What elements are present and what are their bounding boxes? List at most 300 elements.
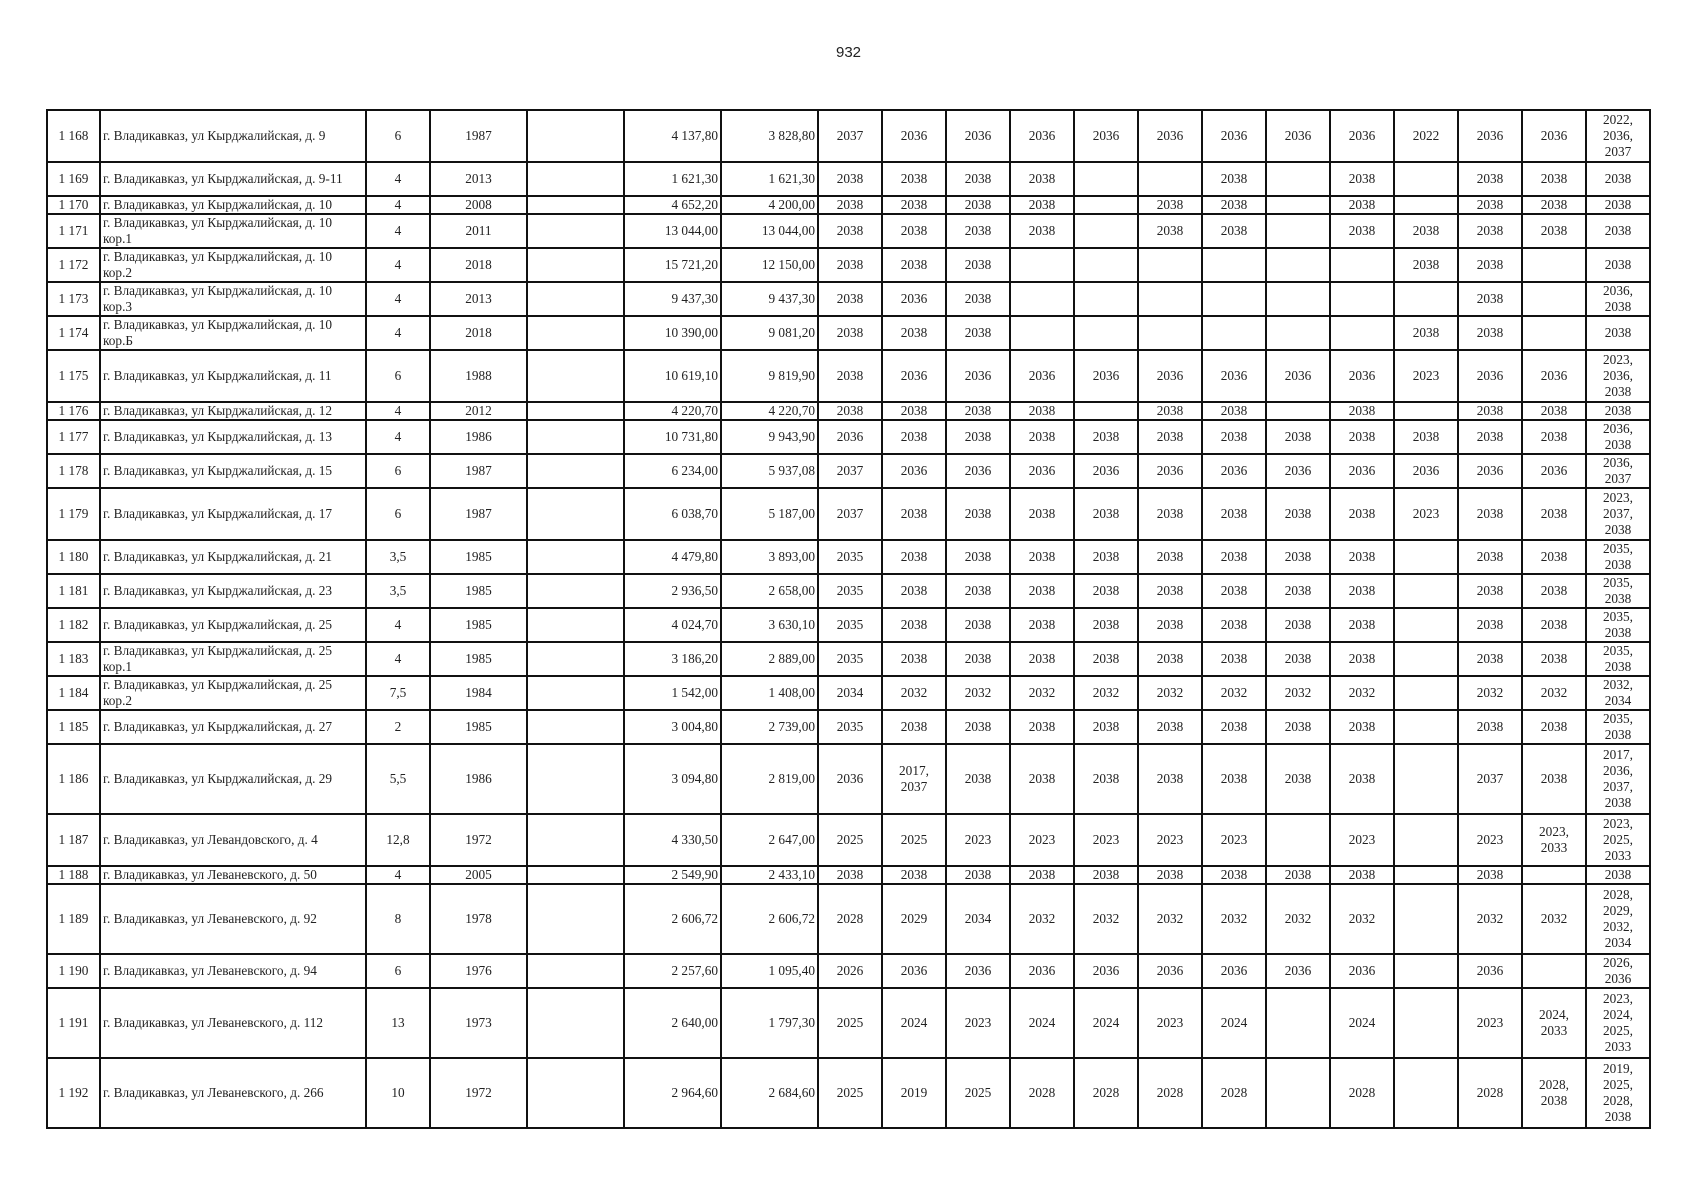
- repair-year-cell: 2025: [818, 988, 882, 1058]
- total-area-cell: 4 024,70: [624, 608, 721, 642]
- repair-year-cell: [1394, 282, 1458, 316]
- repair-year-cell: 2038: [1010, 420, 1074, 454]
- repair-year-cell: 2036: [1266, 954, 1330, 988]
- repair-year-cell: 2038: [1458, 162, 1522, 196]
- row-number-cell: 1 171: [47, 214, 100, 248]
- repair-year-cell: 2038: [1330, 196, 1394, 214]
- address-cell: г. Владикавказ, ул Леваневского, д. 112: [100, 988, 366, 1058]
- year-built-cell: 1986: [430, 744, 527, 814]
- floors-cell: 4: [366, 608, 430, 642]
- total-area-cell: 4 137,80: [624, 110, 721, 162]
- repair-year-cell: 2038: [946, 214, 1010, 248]
- row-number-cell: 1 187: [47, 814, 100, 866]
- address-cell: г. Владикавказ, ул Кырджалийская, д. 23: [100, 574, 366, 608]
- repair-year-cell: 2036, 2037: [1586, 454, 1650, 488]
- repair-year-cell: 2032: [1202, 676, 1266, 710]
- repair-year-cell: [1266, 162, 1330, 196]
- repair-year-cell: 2026: [818, 954, 882, 988]
- repair-year-cell: 2038: [1458, 642, 1522, 676]
- floors-cell: 4: [366, 214, 430, 248]
- repair-year-cell: 2038: [1138, 608, 1202, 642]
- floors-cell: 4: [366, 316, 430, 350]
- living-area-cell: 2 433,10: [721, 866, 818, 884]
- repair-year-cell: 2038: [1138, 214, 1202, 248]
- table-row: [47, 454, 1650, 488]
- empty-cell: [527, 214, 624, 248]
- address-cell: г. Владикавказ, ул Кырджалийская, д. 27: [100, 710, 366, 744]
- repair-year-cell: 2038: [1202, 196, 1266, 214]
- repair-year-cell: 2036: [1330, 110, 1394, 162]
- row-number-cell: 1 181: [47, 574, 100, 608]
- table-row: [47, 488, 1650, 540]
- empty-cell: [527, 402, 624, 420]
- living-area-cell: 9 081,20: [721, 316, 818, 350]
- repair-year-cell: 2038: [882, 488, 946, 540]
- row-number-cell: 1 191: [47, 988, 100, 1058]
- repair-year-cell: 2038: [1458, 866, 1522, 884]
- repair-year-cell: 2036: [1074, 350, 1138, 402]
- repair-year-cell: 2038: [1074, 866, 1138, 884]
- repair-year-cell: [1394, 954, 1458, 988]
- repair-year-cell: 2038: [1138, 488, 1202, 540]
- year-built-cell: 2013: [430, 282, 527, 316]
- row-number-cell: 1 182: [47, 608, 100, 642]
- repair-year-cell: 2036: [1522, 350, 1586, 402]
- empty-cell: [527, 884, 624, 954]
- repair-year-cell: 2038: [1458, 196, 1522, 214]
- year-built-cell: 1986: [430, 420, 527, 454]
- repair-year-cell: 2038: [1266, 866, 1330, 884]
- repair-year-cell: 2038: [1330, 420, 1394, 454]
- repair-year-cell: 2038: [1202, 214, 1266, 248]
- table-row: [47, 744, 1650, 814]
- repair-year-cell: 2036: [1202, 110, 1266, 162]
- repair-year-cell: 2023: [1330, 814, 1394, 866]
- address-cell: г. Владикавказ, ул Кырджалийская, д. 17: [100, 488, 366, 540]
- year-built-cell: 1985: [430, 710, 527, 744]
- repair-year-cell: 2038: [1138, 744, 1202, 814]
- repair-year-cell: 2036: [1010, 110, 1074, 162]
- repair-year-cell: [1266, 214, 1330, 248]
- repair-year-cell: 2028, 2029, 2032, 2034: [1586, 884, 1650, 954]
- repair-year-cell: 2019: [882, 1058, 946, 1128]
- total-area-cell: 4 479,80: [624, 540, 721, 574]
- repair-year-cell: 2038: [1330, 540, 1394, 574]
- repair-year-cell: 2038: [882, 540, 946, 574]
- year-built-cell: 1988: [430, 350, 527, 402]
- repair-year-cell: 2038: [946, 540, 1010, 574]
- repair-year-cell: 2038: [1074, 642, 1138, 676]
- empty-cell: [527, 420, 624, 454]
- repair-year-cell: 2038: [1458, 420, 1522, 454]
- total-area-cell: 1 542,00: [624, 676, 721, 710]
- address-cell: г. Владикавказ, ул Леваневского, д. 266: [100, 1058, 366, 1128]
- table-row: [47, 676, 1650, 710]
- repair-year-cell: 2038: [1330, 162, 1394, 196]
- repair-year-cell: 2036: [882, 954, 946, 988]
- repair-year-cell: 2028: [1202, 1058, 1266, 1128]
- repair-year-cell: 2038: [818, 248, 882, 282]
- repair-year-cell: 2022, 2036, 2037: [1586, 110, 1650, 162]
- year-built-cell: 1987: [430, 110, 527, 162]
- table-row: [47, 420, 1650, 454]
- repair-year-cell: 2038: [1586, 214, 1650, 248]
- total-area-cell: 2 606,72: [624, 884, 721, 954]
- repair-year-cell: [1074, 402, 1138, 420]
- repair-year-cell: 2038: [1010, 866, 1074, 884]
- repair-year-cell: 2036: [1266, 110, 1330, 162]
- repair-year-cell: 2034: [946, 884, 1010, 954]
- year-built-cell: 2011: [430, 214, 527, 248]
- repair-year-cell: 2038: [1330, 866, 1394, 884]
- address-cell: г. Владикавказ, ул Леваневского, д. 92: [100, 884, 366, 954]
- repair-year-cell: 2038: [1522, 196, 1586, 214]
- repair-year-cell: 2024, 2033: [1522, 988, 1586, 1058]
- repair-year-cell: 2037: [818, 488, 882, 540]
- repair-year-cell: [1394, 884, 1458, 954]
- repair-year-cell: 2036: [1138, 454, 1202, 488]
- repair-year-cell: 2038: [1202, 744, 1266, 814]
- living-area-cell: 1 797,30: [721, 988, 818, 1058]
- repair-year-cell: 2038: [946, 196, 1010, 214]
- total-area-cell: 15 721,20: [624, 248, 721, 282]
- repair-year-cell: 2038: [1010, 488, 1074, 540]
- repair-year-cell: 2038: [1010, 710, 1074, 744]
- repair-year-cell: 2036: [818, 420, 882, 454]
- repair-year-cell: 2036: [1522, 110, 1586, 162]
- empty-cell: [527, 814, 624, 866]
- empty-cell: [527, 954, 624, 988]
- repair-year-cell: 2038: [1266, 488, 1330, 540]
- repair-year-cell: 2038: [1010, 642, 1074, 676]
- living-area-cell: 2 889,00: [721, 642, 818, 676]
- repair-year-cell: 2038: [1010, 402, 1074, 420]
- row-number-cell: 1 174: [47, 316, 100, 350]
- repair-year-cell: 2037: [1458, 744, 1522, 814]
- empty-cell: [527, 642, 624, 676]
- repair-year-cell: 2036: [1074, 454, 1138, 488]
- repair-year-cell: 2038: [882, 420, 946, 454]
- repair-year-cell: 2038: [1202, 162, 1266, 196]
- repair-year-cell: 2023, 2036, 2038: [1586, 350, 1650, 402]
- table-row: [47, 110, 1650, 162]
- repair-year-cell: 2038: [1330, 488, 1394, 540]
- floors-cell: 12,8: [366, 814, 430, 866]
- repair-year-cell: 2038: [1586, 162, 1650, 196]
- empty-cell: [527, 574, 624, 608]
- repair-year-cell: 2024: [882, 988, 946, 1058]
- repair-year-cell: 2038: [946, 162, 1010, 196]
- living-area-cell: 5 937,08: [721, 454, 818, 488]
- repair-year-cell: 2038: [1202, 488, 1266, 540]
- repair-year-cell: [1074, 196, 1138, 214]
- table-row: [47, 316, 1650, 350]
- year-built-cell: 1972: [430, 814, 527, 866]
- repair-year-cell: [1074, 214, 1138, 248]
- living-area-cell: 1 621,30: [721, 162, 818, 196]
- repair-year-cell: 2038: [882, 214, 946, 248]
- repair-year-cell: 2038: [1266, 744, 1330, 814]
- table-row: [47, 196, 1650, 214]
- row-number-cell: 1 183: [47, 642, 100, 676]
- repair-year-cell: 2024: [1074, 988, 1138, 1058]
- repair-year-cell: 2023, 2037, 2038: [1586, 488, 1650, 540]
- repair-year-cell: 2036: [946, 454, 1010, 488]
- repair-year-cell: 2038: [1522, 488, 1586, 540]
- repair-year-cell: 2038: [1586, 196, 1650, 214]
- repair-year-cell: 2038: [1138, 574, 1202, 608]
- repair-year-cell: 2036: [1074, 110, 1138, 162]
- repair-year-cell: 2036: [1458, 454, 1522, 488]
- repair-year-cell: 2038: [882, 316, 946, 350]
- repair-year-cell: [1266, 402, 1330, 420]
- repair-year-cell: 2038: [1074, 744, 1138, 814]
- year-built-cell: 2008: [430, 196, 527, 214]
- repair-year-cell: 2038: [818, 282, 882, 316]
- year-built-cell: 2018: [430, 316, 527, 350]
- repair-year-cell: 2038: [1586, 248, 1650, 282]
- address-cell: г. Владикавказ, ул Кырджалийская, д. 25: [100, 608, 366, 642]
- repair-year-cell: 2038: [946, 608, 1010, 642]
- repair-year-cell: 2023: [1458, 814, 1522, 866]
- repair-year-cell: 2036: [1138, 954, 1202, 988]
- repair-year-cell: 2032: [1138, 676, 1202, 710]
- repair-year-cell: 2038: [946, 282, 1010, 316]
- repair-year-cell: 2038: [882, 574, 946, 608]
- repair-year-cell: 2038: [1202, 608, 1266, 642]
- repair-year-cell: 2032: [1458, 676, 1522, 710]
- floors-cell: 6: [366, 110, 430, 162]
- living-area-cell: 2 647,00: [721, 814, 818, 866]
- repair-year-cell: 2038: [1138, 402, 1202, 420]
- empty-cell: [527, 196, 624, 214]
- row-number-cell: 1 169: [47, 162, 100, 196]
- total-area-cell: 3 004,80: [624, 710, 721, 744]
- repair-year-cell: 2038: [1394, 248, 1458, 282]
- living-area-cell: 9 437,30: [721, 282, 818, 316]
- repair-year-cell: 2038: [946, 488, 1010, 540]
- year-built-cell: 1985: [430, 608, 527, 642]
- floors-cell: 6: [366, 488, 430, 540]
- repair-year-cell: 2025: [882, 814, 946, 866]
- repair-year-cell: 2038: [946, 744, 1010, 814]
- address-cell: г. Владикавказ, ул Кырджалийская, д. 9: [100, 110, 366, 162]
- repair-year-cell: 2038: [1266, 540, 1330, 574]
- address-cell: г. Владикавказ, ул Кырджалийская, д. 10 кор.Б: [100, 316, 366, 350]
- repair-year-cell: 2038: [1010, 162, 1074, 196]
- repair-year-cell: 2036: [882, 110, 946, 162]
- row-number-cell: 1 172: [47, 248, 100, 282]
- repair-year-cell: 2035, 2038: [1586, 642, 1650, 676]
- repair-year-cell: [1138, 162, 1202, 196]
- repair-year-cell: 2035: [818, 642, 882, 676]
- repair-year-cell: 2017, 2036, 2037, 2038: [1586, 744, 1650, 814]
- repair-year-cell: 2038: [1522, 214, 1586, 248]
- repair-year-cell: 2038: [946, 248, 1010, 282]
- address-cell: г. Владикавказ, ул Кырджалийская, д. 10 кор.1: [100, 214, 366, 248]
- living-area-cell: 3 828,80: [721, 110, 818, 162]
- total-area-cell: 9 437,30: [624, 282, 721, 316]
- repair-year-cell: [1074, 248, 1138, 282]
- repair-schedule-table: [46, 109, 1651, 1129]
- repair-year-cell: [1074, 282, 1138, 316]
- year-built-cell: 2018: [430, 248, 527, 282]
- table-row: [47, 988, 1650, 1058]
- living-area-cell: 3 630,10: [721, 608, 818, 642]
- repair-year-cell: 2023: [1394, 350, 1458, 402]
- living-area-cell: 12 150,00: [721, 248, 818, 282]
- repair-year-cell: [1522, 316, 1586, 350]
- total-area-cell: 4 652,20: [624, 196, 721, 214]
- empty-cell: [527, 608, 624, 642]
- repair-year-cell: 2036: [1458, 110, 1522, 162]
- floors-cell: 8: [366, 884, 430, 954]
- repair-year-cell: 2038: [882, 196, 946, 214]
- total-area-cell: 3 186,20: [624, 642, 721, 676]
- repair-year-cell: 2028: [818, 884, 882, 954]
- address-cell: г. Владикавказ, ул Кырджалийская, д. 10: [100, 196, 366, 214]
- repair-year-cell: 2038: [882, 608, 946, 642]
- table-row: [47, 884, 1650, 954]
- empty-cell: [527, 248, 624, 282]
- repair-year-cell: [1138, 282, 1202, 316]
- page-number: 932: [835, 44, 862, 61]
- repair-year-cell: 2038: [946, 420, 1010, 454]
- living-area-cell: 9 943,90: [721, 420, 818, 454]
- repair-year-cell: 2038: [818, 162, 882, 196]
- repair-year-cell: 2032: [1266, 676, 1330, 710]
- repair-year-cell: 2036: [946, 954, 1010, 988]
- year-built-cell: 1985: [430, 540, 527, 574]
- empty-cell: [527, 282, 624, 316]
- repair-year-cell: 2038: [1138, 710, 1202, 744]
- repair-year-cell: 2025: [946, 1058, 1010, 1128]
- table-row: [47, 608, 1650, 642]
- repair-year-cell: 2035, 2038: [1586, 574, 1650, 608]
- floors-cell: 4: [366, 248, 430, 282]
- repair-year-cell: [1330, 316, 1394, 350]
- empty-cell: [527, 540, 624, 574]
- row-number-cell: 1 188: [47, 866, 100, 884]
- repair-year-cell: 2037: [818, 454, 882, 488]
- repair-year-cell: 2038: [882, 162, 946, 196]
- living-area-cell: 2 819,00: [721, 744, 818, 814]
- repair-year-cell: [1202, 248, 1266, 282]
- repair-year-cell: 2024: [1010, 988, 1074, 1058]
- row-number-cell: 1 175: [47, 350, 100, 402]
- address-cell: г. Владикавказ, ул Кырджалийская, д. 21: [100, 540, 366, 574]
- total-area-cell: 10 731,80: [624, 420, 721, 454]
- row-number-cell: 1 186: [47, 744, 100, 814]
- repair-year-cell: 2038: [1330, 642, 1394, 676]
- floors-cell: 6: [366, 454, 430, 488]
- address-cell: г. Владикавказ, ул Леваневского, д. 94: [100, 954, 366, 988]
- repair-year-cell: [1394, 608, 1458, 642]
- living-area-cell: 2 684,60: [721, 1058, 818, 1128]
- repair-year-cell: 2035: [818, 710, 882, 744]
- row-number-cell: 1 177: [47, 420, 100, 454]
- repair-year-cell: 2036: [946, 110, 1010, 162]
- table-row: [47, 402, 1650, 420]
- table-row: [47, 710, 1650, 744]
- living-area-cell: 5 187,00: [721, 488, 818, 540]
- empty-cell: [527, 110, 624, 162]
- year-built-cell: 2005: [430, 866, 527, 884]
- repair-year-cell: 2038: [1010, 196, 1074, 214]
- floors-cell: 7,5: [366, 676, 430, 710]
- repair-year-cell: 2038: [1522, 574, 1586, 608]
- address-cell: г. Владикавказ, ул Леваневского, д. 50: [100, 866, 366, 884]
- empty-cell: [527, 316, 624, 350]
- repair-year-cell: 2038: [1522, 608, 1586, 642]
- year-built-cell: 1973: [430, 988, 527, 1058]
- repair-year-cell: 2038: [1458, 574, 1522, 608]
- repair-year-cell: [1394, 402, 1458, 420]
- repair-year-cell: [1074, 316, 1138, 350]
- repair-year-cell: 2038: [1522, 162, 1586, 196]
- repair-year-cell: 2036: [1074, 954, 1138, 988]
- repair-year-cell: [1394, 866, 1458, 884]
- repair-year-cell: 2038: [1074, 488, 1138, 540]
- repair-year-cell: 2036: [1266, 454, 1330, 488]
- total-area-cell: 2 257,60: [624, 954, 721, 988]
- repair-year-cell: [1394, 574, 1458, 608]
- repair-year-cell: 2038: [1458, 282, 1522, 316]
- empty-cell: [527, 866, 624, 884]
- repair-year-cell: 2028: [1074, 1058, 1138, 1128]
- living-area-cell: 2 739,00: [721, 710, 818, 744]
- repair-year-cell: 2035, 2038: [1586, 540, 1650, 574]
- repair-year-cell: [1394, 814, 1458, 866]
- living-area-cell: 2 606,72: [721, 884, 818, 954]
- repair-year-cell: 2032: [1074, 884, 1138, 954]
- repair-year-cell: 2036, 2038: [1586, 420, 1650, 454]
- repair-year-cell: 2038: [1010, 574, 1074, 608]
- row-number-cell: 1 192: [47, 1058, 100, 1128]
- repair-year-cell: 2032: [1458, 884, 1522, 954]
- floors-cell: 6: [366, 954, 430, 988]
- table-row: [47, 954, 1650, 988]
- repair-year-cell: 2032: [1010, 676, 1074, 710]
- repair-year-cell: 2038: [1458, 248, 1522, 282]
- repair-year-cell: 2022: [1394, 110, 1458, 162]
- floors-cell: 3,5: [366, 540, 430, 574]
- repair-year-cell: 2038: [1266, 574, 1330, 608]
- repair-year-cell: 2036: [1138, 350, 1202, 402]
- year-built-cell: 1972: [430, 1058, 527, 1128]
- row-number-cell: 1 180: [47, 540, 100, 574]
- repair-year-cell: 2028: [1138, 1058, 1202, 1128]
- table-row: [47, 1058, 1650, 1128]
- repair-year-cell: 2038: [946, 316, 1010, 350]
- repair-year-cell: [1394, 196, 1458, 214]
- repair-year-cell: 2038: [1330, 402, 1394, 420]
- empty-cell: [527, 710, 624, 744]
- repair-year-cell: 2032: [1074, 676, 1138, 710]
- repair-year-cell: 2036: [818, 744, 882, 814]
- repair-year-cell: 2038: [1394, 420, 1458, 454]
- floors-cell: 13: [366, 988, 430, 1058]
- row-number-cell: 1 168: [47, 110, 100, 162]
- repair-year-cell: 2038: [1202, 574, 1266, 608]
- repair-year-cell: [1266, 988, 1330, 1058]
- repair-year-cell: 2036: [882, 282, 946, 316]
- repair-year-cell: 2038: [882, 710, 946, 744]
- repair-year-cell: 2023: [1202, 814, 1266, 866]
- repair-year-cell: 2032, 2034: [1586, 676, 1650, 710]
- repair-year-cell: 2038: [1522, 540, 1586, 574]
- repair-year-cell: 2038: [1458, 540, 1522, 574]
